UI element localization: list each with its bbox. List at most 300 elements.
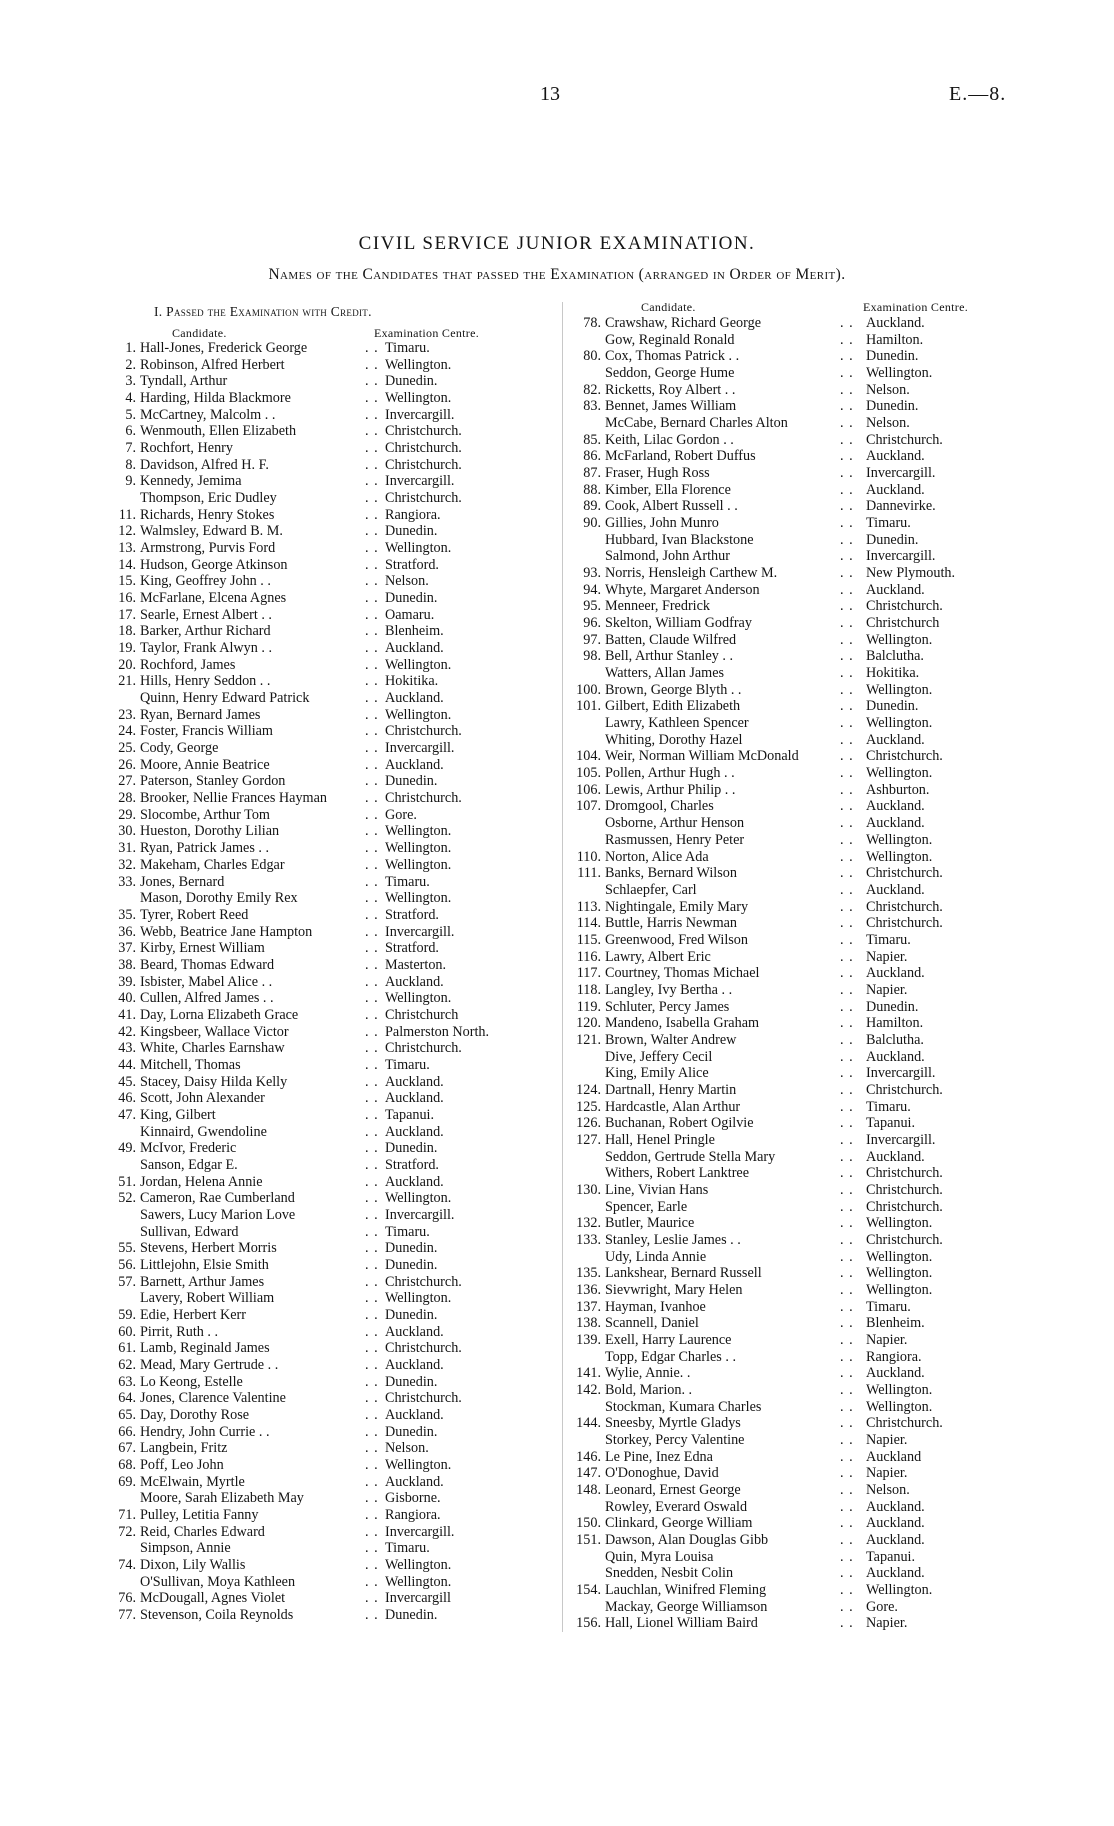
leader-dots: . . — [365, 1140, 379, 1157]
examination-centre: Wellington. — [385, 1190, 452, 1207]
merit-number: 104. — [576, 748, 601, 765]
leader-dots: . . — [840, 665, 854, 682]
merit-number: 105. — [576, 765, 601, 782]
examination-centre: Christchurch. — [866, 915, 943, 932]
merit-number: 77. — [118, 1607, 136, 1624]
examination-centre: Auckland. — [385, 1073, 444, 1090]
leader-dots: . . — [840, 965, 854, 982]
candidate-name: White, Charles Earnshaw — [140, 1040, 285, 1057]
merit-number: 114. — [576, 915, 601, 932]
candidate-name: Tyrer, Robert Reed — [140, 906, 249, 923]
examination-centre: Auckland. — [866, 815, 925, 832]
merit-number: 40. — [118, 990, 136, 1007]
leader-dots: . . — [365, 1423, 379, 1440]
merit-number: 13. — [118, 540, 136, 557]
merit-number: 44. — [118, 1056, 136, 1073]
examination-centre: Wellington. — [866, 1398, 933, 1415]
examination-centre: Napier. — [866, 1432, 908, 1449]
candidate-name: Mandeno, Isabella Graham — [605, 1015, 760, 1032]
leader-dots: . . — [840, 981, 854, 998]
merit-number: 82. — [583, 381, 601, 398]
leader-dots: . . — [365, 806, 379, 823]
merit-number: 69. — [118, 1473, 136, 1490]
candidate-name: Fraser, Hugh Ross — [605, 465, 710, 482]
examination-centre: Dunedin. — [866, 698, 919, 715]
leader-dots: . . — [840, 1081, 854, 1098]
merit-number: 38. — [118, 956, 136, 973]
merit-number: 65. — [118, 1407, 136, 1423]
examination-centre: Christchurch. — [866, 1415, 943, 1432]
candidate-name: Banks, Bernard Wilson — [605, 865, 737, 882]
leader-dots: . . — [365, 1590, 379, 1607]
candidate-name: McElwain, Myrtle — [140, 1473, 245, 1490]
examination-centre: Wellington. — [866, 1265, 933, 1282]
leader-dots: . . — [840, 798, 854, 815]
merit-number: 107. — [576, 798, 601, 815]
candidate-name: Armstrong, Purvis Ford — [140, 540, 276, 557]
examination-centre: Stratford. — [385, 940, 439, 957]
leader-dots: . . — [840, 815, 854, 832]
merit-number: 45. — [118, 1073, 136, 1090]
merit-number: 96. — [583, 615, 601, 632]
examination-centre: Wellington. — [385, 1573, 452, 1590]
candidate-name: Exell, Harry Laurence — [605, 1331, 732, 1348]
examination-centre: Auckland. — [385, 1123, 444, 1140]
leader-dots: . . — [840, 481, 854, 498]
examination-centre: Timaru. — [866, 1298, 911, 1315]
examination-centre: Dunedin. — [385, 373, 438, 390]
candidate-name: King, Gilbert — [140, 1106, 216, 1123]
leader-dots: . . — [840, 1198, 854, 1215]
examination-centre: Wellington. — [385, 706, 452, 723]
merit-number: 130. — [576, 1181, 601, 1198]
candidate-name: McFarland, Robert Duffus — [605, 448, 756, 465]
candidate-name: Taylor, Frank Alwyn . . — [140, 640, 273, 657]
leader-dots: . . — [840, 398, 854, 415]
leader-dots: . . — [365, 840, 379, 857]
candidate-name: Clinkard, George William — [605, 1515, 753, 1532]
candidate-name: Richards, Henry Stokes — [140, 506, 275, 523]
examination-centre: Hamilton. — [866, 331, 924, 348]
candidate-name: Quin, Myra Louisa — [605, 1548, 714, 1565]
candidate-name: Cullen, Alfred James . . — [140, 990, 274, 1007]
merit-number: 11. — [118, 506, 136, 523]
leader-dots: . . — [365, 940, 379, 957]
merit-number: 150. — [576, 1515, 601, 1532]
candidate-name: Keith, Lilac Gordon . . — [605, 431, 734, 448]
leader-dots: . . — [365, 790, 379, 807]
leader-dots: . . — [365, 956, 379, 973]
merit-number: 4. — [125, 390, 136, 407]
examination-centre: New Plymouth. — [866, 565, 956, 582]
leader-dots: . . — [840, 1165, 854, 1182]
merit-number: 126. — [576, 1115, 601, 1132]
examination-centre: Timaru. — [385, 1540, 430, 1557]
leader-dots: . . — [365, 990, 379, 1007]
leader-dots: . . — [365, 1440, 379, 1457]
merit-number: 94. — [583, 581, 601, 598]
leader-dots: . . — [365, 1507, 379, 1524]
candidate-name: Walmsley, Edward B. M. — [140, 523, 283, 540]
leader-dots: . . — [365, 1090, 379, 1107]
examination-centre: Wellington. — [866, 365, 933, 382]
candidate-name: Hall, Henel Pringle — [605, 1131, 715, 1148]
candidate-name: Schluter, Percy James — [605, 998, 730, 1015]
merit-number: 6. — [125, 423, 136, 440]
candidate-name: McCabe, Bernard Charles Alton — [605, 415, 788, 432]
leader-dots: . . — [840, 1365, 854, 1382]
leader-dots: . . — [365, 1540, 379, 1557]
examination-centre: Wellington. — [866, 831, 933, 848]
leader-dots: . . — [840, 1498, 854, 1515]
examination-centre: Timaru. — [385, 873, 430, 890]
examination-centre: Gisborne. — [385, 1490, 441, 1507]
candidate-name: Udy, Linda Annie — [605, 1248, 707, 1265]
examination-centre: Auckland. — [385, 1173, 444, 1190]
candidate-name: Gilbert, Edith Elizabeth — [605, 698, 741, 715]
examination-centre: Balclutha. — [866, 648, 924, 665]
merit-number: 60. — [118, 1323, 136, 1340]
leader-dots: . . — [840, 331, 854, 348]
merit-number: 21. — [118, 673, 136, 690]
examination-centre: Wellington. — [385, 1457, 452, 1474]
examination-centre: Invercargill. — [385, 1523, 455, 1540]
examination-centre: Auckland. — [866, 581, 925, 598]
candidate-name: Harding, Hilda Blackmore — [140, 390, 291, 407]
merit-number: 132. — [576, 1215, 601, 1232]
examination-centre: Balclutha. — [866, 1031, 924, 1048]
examination-centre: Dunedin. — [385, 523, 438, 540]
leader-dots: . . — [840, 748, 854, 765]
candidate-name: Mead, Mary Gertrude . . — [140, 1356, 279, 1373]
candidate-name: Hills, Henry Seddon . . — [140, 673, 271, 690]
candidate-name: Stevens, Herbert Morris — [140, 1240, 277, 1257]
candidate-name: Beard, Thomas Edward — [140, 956, 275, 973]
leader-dots: . . — [365, 1073, 379, 1090]
column-divider — [562, 302, 563, 1632]
left-candidate-header: Candidate. — [172, 326, 227, 340]
leader-dots: . . — [840, 1615, 854, 1632]
examination-centre: Auckland. — [866, 315, 925, 331]
candidate-name: Paterson, Stanley Gordon — [140, 773, 286, 790]
merit-number: 139. — [576, 1331, 601, 1348]
leader-dots: . . — [365, 1190, 379, 1207]
merit-number: 56. — [118, 1256, 136, 1273]
examination-centre: Blenheim. — [385, 623, 444, 640]
examination-centre: Stratford. — [385, 1156, 439, 1173]
leader-dots: . . — [365, 1256, 379, 1273]
leader-dots: . . — [365, 923, 379, 940]
merit-number: 9. — [125, 473, 136, 490]
merit-number: 142. — [576, 1382, 601, 1398]
leader-dots: . . — [840, 765, 854, 782]
merit-number: 95. — [583, 598, 601, 615]
merit-number: 137. — [576, 1298, 601, 1315]
merit-number: 71. — [118, 1507, 136, 1524]
leader-dots: . . — [840, 498, 854, 515]
merit-number: 141. — [576, 1365, 601, 1382]
candidate-name: Norris, Hensleigh Carthew M. — [605, 565, 778, 582]
examination-centre: Christchurch. — [866, 1198, 943, 1215]
merit-number: 74. — [118, 1557, 136, 1574]
merit-number: 26. — [118, 756, 136, 773]
merit-number: 15. — [118, 573, 136, 590]
examination-centre: Nelson. — [866, 415, 910, 432]
leader-dots: . . — [365, 1490, 379, 1507]
leader-dots: . . — [365, 340, 379, 356]
merit-number: 67. — [118, 1440, 136, 1457]
leader-dots: . . — [840, 565, 854, 582]
leader-dots: . . — [840, 548, 854, 565]
merit-number: 36. — [118, 923, 136, 940]
examination-centre: Wellington. — [385, 656, 452, 673]
candidate-name: Foster, Francis William — [140, 723, 273, 740]
candidate-name: O'Donoghue, David — [605, 1465, 719, 1482]
examination-centre: Dunedin. — [385, 1240, 438, 1257]
candidate-name: Storkey, Percy Valentine — [605, 1432, 745, 1449]
leader-dots: . . — [365, 623, 379, 640]
merit-number: 39. — [118, 973, 136, 990]
examination-centre: Wellington. — [385, 390, 452, 407]
leader-dots: . . — [840, 1181, 854, 1198]
leader-dots: . . — [840, 1482, 854, 1499]
candidate-name: Jordan, Helena Annie — [140, 1173, 263, 1190]
leader-dots: . . — [840, 448, 854, 465]
examination-centre: Nelson. — [385, 1440, 429, 1457]
candidate-name: Quinn, Henry Edward Patrick — [140, 690, 310, 707]
leader-dots: . . — [365, 1006, 379, 1023]
candidate-name: Cox, Thomas Patrick . . — [605, 348, 740, 365]
examination-centre: Timaru. — [385, 1223, 430, 1240]
leader-dots: . . — [365, 390, 379, 407]
merit-number: 49. — [118, 1140, 136, 1157]
leader-dots: . . — [365, 556, 379, 573]
candidate-name: Day, Lorna Elizabeth Grace — [140, 1006, 299, 1023]
examination-centre: Wellington. — [866, 1248, 933, 1265]
candidate-name: Buchanan, Robert Ogilvie — [605, 1115, 754, 1132]
leader-dots: . . — [840, 1131, 854, 1148]
examination-centre: Invercargill. — [866, 1065, 936, 1082]
candidate-name: Lawry, Albert Eric — [605, 948, 711, 965]
examination-centre: Invercargill. — [385, 740, 455, 757]
candidate-name: Mason, Dorothy Emily Rex — [140, 890, 298, 907]
candidate-name: Sievwright, Mary Helen — [605, 1281, 743, 1298]
candidate-name: Sawers, Lucy Marion Love — [140, 1206, 296, 1223]
examination-centre: Auckland. — [866, 1532, 925, 1549]
examination-centre: Rangiora. — [385, 506, 441, 523]
candidate-name: Davidson, Alfred H. F. — [140, 456, 269, 473]
examination-centre: Invercargill. — [385, 1206, 455, 1223]
leader-dots: . . — [365, 973, 379, 990]
candidate-name: Stevenson, Coila Reynolds — [140, 1607, 294, 1624]
merit-number: 47. — [118, 1106, 136, 1123]
candidate-name: Reid, Charles Edward — [140, 1523, 265, 1540]
candidate-name: Kennedy, Jemima — [140, 473, 242, 490]
candidate-name: Line, Vivian Hans — [605, 1181, 709, 1198]
candidate-name: Leonard, Ernest George — [605, 1482, 741, 1499]
candidate-name: Robinson, Alfred Herbert — [140, 356, 285, 373]
merit-number: 30. — [118, 823, 136, 840]
merit-number: 33. — [118, 873, 136, 890]
merit-number: 55. — [118, 1240, 136, 1257]
examination-centre: Christchurch. — [866, 865, 943, 882]
examination-centre: Nelson. — [866, 1482, 910, 1499]
examination-centre: Blenheim. — [866, 1315, 925, 1332]
candidate-name: Hayman, Ivanhoe — [605, 1298, 706, 1315]
merit-number: 121. — [576, 1031, 601, 1048]
leader-dots: . . — [365, 1523, 379, 1540]
leader-dots: . . — [365, 1557, 379, 1574]
examination-centre: Tapanui. — [866, 1115, 916, 1132]
examination-centre: Wellington. — [385, 540, 452, 557]
leader-dots: . . — [365, 1306, 379, 1323]
candidate-name: Kimber, Ella Florence — [605, 481, 731, 498]
candidate-name: Tyndall, Arthur — [140, 373, 228, 390]
examination-centre: Auckland. — [385, 640, 444, 657]
merit-number: 138. — [576, 1315, 601, 1332]
leader-dots: . . — [840, 1215, 854, 1232]
leader-dots: . . — [365, 1040, 379, 1057]
candidate-name: King, Emily Alice — [605, 1065, 709, 1082]
merit-number: 116. — [576, 948, 601, 965]
examination-centre: Auckland. — [866, 1498, 925, 1515]
leader-dots: . . — [840, 465, 854, 482]
examination-centre: Auckland. — [385, 1323, 444, 1340]
merit-number: 32. — [118, 856, 136, 873]
candidate-name: Lamb, Reginald James — [140, 1340, 270, 1357]
examination-centre: Christchurch. — [385, 456, 462, 473]
candidate-name: Slocombe, Arthur Tom — [140, 806, 270, 823]
leader-dots: . . — [365, 1390, 379, 1407]
merit-number: 27. — [118, 773, 136, 790]
candidate-name: Cameron, Rae Cumberland — [140, 1190, 295, 1207]
leader-dots: . . — [840, 1315, 854, 1332]
examination-centre: Auckland. — [866, 1515, 925, 1532]
candidate-name: Seddon, George Hume — [605, 365, 735, 382]
examination-centre: Wellington. — [866, 631, 933, 648]
candidate-name: Dromgool, Charles — [605, 798, 714, 815]
examination-centre: Ashburton. — [866, 781, 930, 798]
candidate-name: Isbister, Mabel Alice . . — [140, 973, 273, 990]
examination-centre: Christchurch. — [385, 1390, 462, 1407]
merit-number: 156. — [576, 1615, 601, 1632]
merit-number: 72. — [118, 1523, 136, 1540]
leader-dots: . . — [365, 1106, 379, 1123]
merit-number: 118. — [576, 981, 601, 998]
candidate-name: Cook, Albert Russell . . — [605, 498, 738, 515]
candidate-name: McFarlane, Elcena Agnes — [140, 590, 287, 607]
merit-number: 119. — [576, 998, 601, 1015]
leader-dots: . . — [365, 406, 379, 423]
examination-centre: Invercargill — [385, 1590, 451, 1607]
examination-centre: Wellington. — [866, 848, 933, 865]
candidate-name: Skelton, William Godfray — [605, 615, 752, 632]
examination-centre: Stratford. — [385, 906, 439, 923]
candidate-name: Hubbard, Ivan Blackstone — [605, 531, 754, 548]
leader-dots: . . — [365, 606, 379, 623]
leader-dots: . . — [365, 1240, 379, 1257]
examination-centre: Wellington. — [866, 1215, 933, 1232]
examination-centre: Christchurch. — [385, 423, 462, 440]
candidate-name: Moore, Sarah Elizabeth May — [140, 1490, 304, 1507]
examination-centre: Auckland. — [866, 481, 925, 498]
candidate-name: Osborne, Arthur Henson — [605, 815, 745, 832]
candidate-name: Brooker, Nellie Frances Hayman — [140, 790, 327, 807]
merit-number: 16. — [118, 590, 136, 607]
examination-centre: Christchurch. — [866, 748, 943, 765]
leader-dots: . . — [840, 1532, 854, 1549]
candidate-name: Bold, Marion. . — [605, 1382, 693, 1398]
candidate-name: Ryan, Bernard James — [140, 706, 261, 723]
leader-dots: . . — [365, 690, 379, 707]
leader-dots: . . — [365, 490, 379, 507]
examination-centre: Christchurch. — [866, 898, 943, 915]
merit-number: 133. — [576, 1231, 601, 1248]
examination-centre: Nelson. — [385, 573, 429, 590]
leader-dots: . . — [840, 515, 854, 532]
leader-dots: . . — [840, 598, 854, 615]
leader-dots: . . — [840, 365, 854, 382]
candidate-name: Mackay, George Williamson — [605, 1598, 768, 1615]
candidate-name: Poff, Leo John — [140, 1457, 224, 1474]
examination-centre: Auckland. — [866, 1048, 925, 1065]
merit-number: 136. — [576, 1281, 601, 1298]
examination-centre: Dunedin. — [866, 398, 919, 415]
leader-dots: . . — [365, 773, 379, 790]
examination-centre: Masterton. — [385, 956, 447, 973]
leader-dots: . . — [365, 1573, 379, 1590]
examination-centre: Auckland. — [385, 690, 444, 707]
leader-dots: . . — [365, 1340, 379, 1357]
examination-centre: Napier. — [866, 981, 908, 998]
leader-dots: . . — [840, 648, 854, 665]
examination-centre: Napier. — [866, 1331, 908, 1348]
candidate-name: Gow, Reginald Ronald — [605, 331, 735, 348]
merit-number: 76. — [118, 1590, 136, 1607]
leader-dots: . . — [365, 1373, 379, 1390]
candidate-name: Le Pine, Inez Edna — [605, 1448, 713, 1465]
candidate-name: Stanley, Leslie James . . — [605, 1231, 741, 1248]
leader-dots: . . — [840, 1281, 854, 1298]
leader-dots: . . — [840, 1331, 854, 1348]
examination-centre: Auckland. — [866, 881, 925, 898]
examination-centre: Rangiora. — [385, 1507, 441, 1524]
leader-dots: . . — [365, 1056, 379, 1073]
merit-number: 110. — [576, 848, 601, 865]
merit-number: 14. — [118, 556, 136, 573]
merit-number: 111. — [577, 865, 601, 882]
leader-dots: . . — [365, 506, 379, 523]
candidate-name: Jones, Clarence Valentine — [140, 1390, 286, 1407]
candidate-name: Hardcastle, Alan Arthur — [605, 1098, 741, 1115]
merit-number: 42. — [118, 1023, 136, 1040]
leader-dots: . . — [365, 1290, 379, 1307]
merit-number: 64. — [118, 1390, 136, 1407]
candidate-name: Day, Dorothy Rose — [140, 1407, 250, 1423]
leader-dots: . . — [840, 781, 854, 798]
examination-centre: Hokitika. — [866, 665, 920, 682]
merit-number: 97. — [583, 631, 601, 648]
merit-number: 68. — [118, 1457, 136, 1474]
candidate-name: Kirby, Ernest William — [140, 940, 265, 957]
examination-centre: Napier. — [866, 1615, 908, 1632]
merit-number: 147. — [576, 1465, 601, 1482]
candidate-name: Hueston, Dorothy Lilian — [140, 823, 280, 840]
examination-centre: Wellington. — [385, 840, 452, 857]
candidate-name: Lavery, Robert William — [140, 1290, 275, 1307]
candidate-name: Ricketts, Roy Albert . . — [605, 381, 736, 398]
leader-dots: . . — [840, 315, 854, 331]
